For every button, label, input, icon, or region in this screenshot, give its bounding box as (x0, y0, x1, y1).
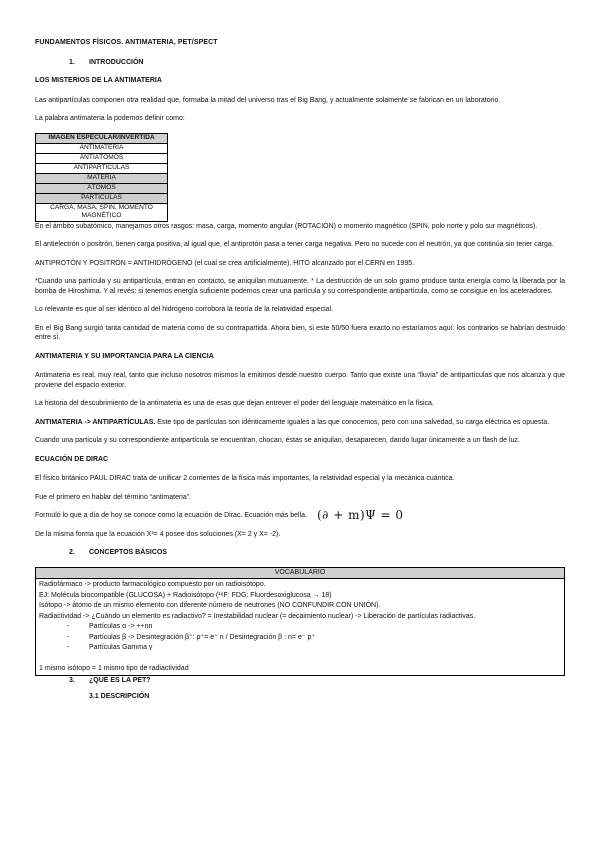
table-row: PARTÍCULAS (36, 193, 168, 203)
bullet-mark: - (67, 633, 70, 641)
vocab-bullet (39, 643, 561, 654)
table-row: ANTIMATERIA (36, 143, 168, 153)
vocabulary-box (35, 567, 565, 677)
vocab-line: EJ: Molécula biocompatible (GLUCOSA) + Radioisótopo (¹⁸F: FDG: Fluordesoxiglucosa → 18) (39, 591, 332, 599)
vocab-bullet (39, 622, 561, 633)
dirac-equation-row (35, 508, 565, 523)
bullet-mark: - (67, 623, 70, 631)
paragraph-2: La palabra antimateria la podemos definir como: (35, 115, 185, 122)
paragraph-11-rest: Este tipo de partículas son idénticamente iguales a las que conocemos, pero con una salvedad, su carga eléctrica es opuesta. (155, 418, 550, 426)
section-1-number: 1. (69, 58, 75, 66)
section-3-1-heading: 3.1 DESCRIPCIÓN (89, 692, 150, 700)
paragraph-15: Formuló lo que a día de hoy se conoce como la ecuación de Dirac. Ecuación más bella. (35, 512, 307, 520)
document-title: FUNDAMENTOS FÍSICOS. ANTIMATERIA, PET/SPECT (35, 39, 218, 46)
paragraph-12: Cuando una partícula y su correspondiente antipartícula se encuentran, chocan, éstas se aniquilan, desaparecen, dando lugar únicamente a un flash de luz. (35, 437, 520, 445)
paragraph-11 (35, 418, 565, 428)
paragraph-3: En el ámbito subatómico, manejamos otros rasgos: masa, carga, momento angular (ROTACIÓN) o momento magnético (SPIN, polo norte y polo sur magnéticos). (35, 222, 538, 230)
table-row: ÁTOMOS (36, 183, 168, 193)
vocab-line: Isótopo -> átomo de un mismo elemento con diferente número de neutrones (NO CONFUNDIR CON UNIÓN). (39, 602, 381, 610)
bullet-mark: - (67, 644, 70, 652)
bullet-text: Partículas Gamma γ (89, 644, 153, 652)
section-3-number: 3. (69, 677, 75, 685)
paragraph-5: ANTIPROTÓN Y POSITRÓN = ANTIHIDRÓGENO (el cual se crea artificialmente). HITO alcanzado por el CERN en 1995. (35, 259, 415, 267)
section-3-label: ¿QUÉ ES LA PET? (89, 677, 151, 685)
misterios-heading: LOS MISTERIOS DE LA ANTIMATERIA (35, 77, 162, 84)
antimatter-definition-table (35, 133, 168, 222)
vocab-footer: 1 mismo isótopo = 1 mismo tipo de radiactividad (39, 664, 189, 672)
table-header: IMAGEN ESPECULAR/INVERTIDA (36, 133, 168, 143)
vocabulary-header: VOCABULARIO (36, 568, 564, 580)
vocab-spacer (39, 654, 561, 664)
paragraph-7: Lo relevante es que al ser idéntico al del hidrógeno corrobora la teoría de la relatividad especial. (35, 306, 334, 314)
table-row: ANTIÁTOMOS (36, 153, 168, 163)
section-1-heading (69, 58, 565, 68)
section-1-label: INTRODUCCIÓN (89, 58, 144, 66)
importancia-heading: ANTIMATERIA Y SU IMPORTANCIA PARA LA CIENCIA (35, 352, 214, 360)
table-row: MATERIA (36, 173, 168, 183)
paragraph-14: Fue el primero en hablar del término “antimateria”. (35, 493, 192, 501)
paragraph-1: Las antipartículas componen otra realidad que, formaba la mitad del universo tras el Big Bang, y actualmente solamente se fabrican en un laboratorio. (35, 96, 501, 104)
dirac-formula: (∂ + m)Ψ = 0 (317, 508, 404, 523)
paragraph-9: Antimateria es real, muy real, tanto que incluso nosotros mismos la emitimos desde nuestro cuerpo. Tanto que existe una “lluvia” de antipartículas que nos alcanza y que proviene del espacio exterior. (35, 372, 565, 389)
paragraph-16: De la misma forma que la ecuación X²= 4 posee dos soluciones (X= 2 y X= -2). (35, 530, 281, 538)
bullet-text: Partículas α -> ++nn (89, 623, 153, 631)
table-row: ANTIPARTÍCULAS (36, 163, 168, 173)
dirac-heading: ECUACIÓN DE DIRAC (35, 455, 109, 463)
document-page (35, 38, 565, 710)
paragraph-10: La historia del descubrimiento de la antimateria es una de esas que dejan entrever el poder del lenguaje matemático en la física. (35, 400, 434, 408)
bullet-text: Partículas β -> Desintegración β⁺: p⁺= e⁺ n / Desintegración β : n= e⁻ p⁺ (89, 633, 316, 641)
paragraph-11-bold: ANTIMATERIA -> ANTIPARTÍCULAS. (35, 418, 156, 426)
vocab-line: Radiactividad -> ¿Cuándo un elemento es radiactivo? = Inestabilidad nuclear (= decaimiento nuclear) -> Liberación de partículas radiactivas. (39, 612, 476, 620)
vocabulary-body (36, 579, 564, 675)
paragraph-8: En el Big Bang surgió tanta cantidad de materia como de su contrapartida. Ahora bien, si este 50/50 fuera exacto no estaríamos aquí: los contrarios se habrían destruido entre sí. (35, 324, 565, 342)
table-row: CARGA, MASA, SPIN, MOMENTO MAGNÉTICO (36, 203, 168, 221)
paragraph-6: *Cuando una partícula y su antipartícula, entran en contacto, se aniquilan mutuamente. * La destrucción de un solo gramo produce tanta energía como la liberada por la bomba de Hiroshima. Y al revés: si tenemos energía suficiente podemos crear una partícula y su correspondiente antipartícula, como se consigue en los aceleradores. (35, 278, 565, 295)
vocab-bullet (39, 633, 561, 644)
section-3-heading (69, 676, 565, 686)
paragraph-4: El antielectrón o positrón, tienen carga positiva, al igual que, el antiprotón pasa a tener carga negativa. Pero no sucede con el neutrón, ya que continúa sin tener carga. (35, 241, 554, 249)
section-2-heading (69, 548, 565, 558)
paragraph-13: El físico británico PAUL DIRAC trata de unificar 2 corrientes de la física más importantes, la relatividad especial y la mecánica cuántica. (35, 475, 455, 483)
vocab-line: Radiofármaco -> producto farmacológico compuesto por un radioisótopo. (39, 581, 266, 589)
section-2-label: CONCEPTOS BÁSICOS (89, 549, 168, 557)
section-2-number: 2. (69, 549, 75, 557)
